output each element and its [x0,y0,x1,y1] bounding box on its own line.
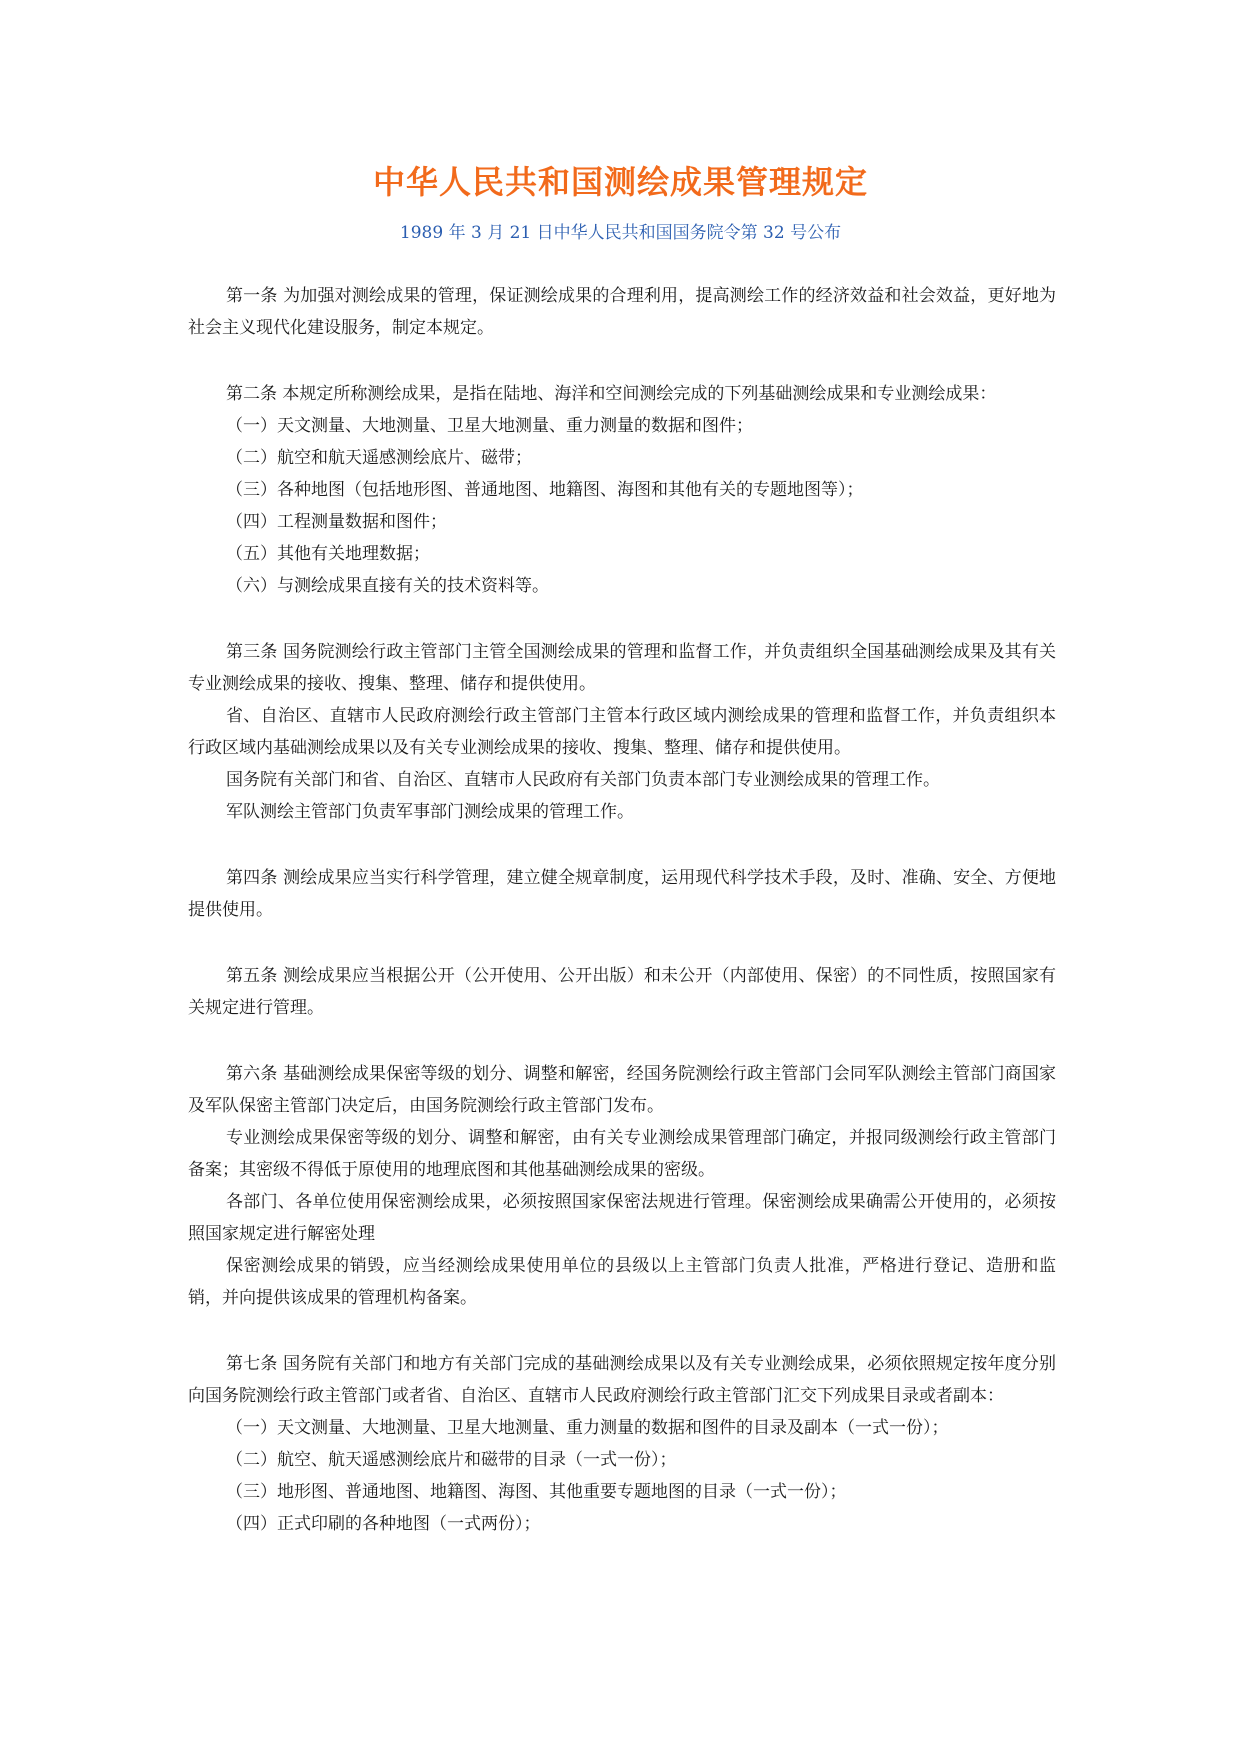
list-item: （三）各种地图（包括地形图、普通地图、地籍图、海图和其他有关的专题地图等）； [226,480,864,500]
paragraph: 第五条 测绘成果应当根据公开（公开使用、公开出版）和未公开（内部使用、保密）的不同性质，按照国家有关规定进行管理。 [188,966,1056,1018]
page-title: 中华人民共和国测绘成果管理规定 [372,163,868,201]
article-4 [188,862,1056,926]
paragraph: 第七条 国务院有关部门和地方有关部门完成的基础测绘成果以及有关专业测绘成果，必须依照规定按年度分别向国务院测绘行政主管部门或者省、自治区、直辖市人民政府测绘行政主管部门汇交下列成果目录或者副本： [188,1354,1056,1406]
article-2 [188,378,1056,602]
paragraph: 省、自治区、直辖市人民政府测绘行政主管部门主管本行政区域内测绘成果的管理和监督工作，并负责组织本行政区域内基础测绘成果以及有关专业测绘成果的接收、搜集、整理、储存和提供使用。 [188,706,1056,758]
article-5 [188,960,1056,1024]
list-item: （四）正式印刷的各种地图（一式两份）； [226,1514,541,1534]
list-item: （五）其他有关地理数据； [226,544,430,564]
list-item: （六）与测绘成果直接有关的技术资料等。 [226,576,549,596]
paragraph: 各部门、各单位使用保密测绘成果，必须按照国家保密法规进行管理。保密测绘成果确需公开使用的，必须按照国家规定进行解密处理 [188,1192,1056,1244]
paragraph: 第一条 为加强对测绘成果的管理，保证测绘成果的合理利用，提高测绘工作的经济效益和社会效益，更好地为社会主义现代化建设服务，制定本规定。 [188,286,1056,338]
list-item: （二）航空和航天遥感测绘底片、磁带； [226,448,532,468]
paragraph: 专业测绘成果保密等级的划分、调整和解密，由有关专业测绘成果管理部门确定，并报同级测绘行政主管部门备案；其密级不得低于原使用的地理底图和其他基础测绘成果的密级。 [188,1128,1056,1180]
paragraph: 国务院有关部门和省、自治区、直辖市人民政府有关部门负责本部门专业测绘成果的管理工作。 [226,770,940,790]
article-7 [188,1348,1056,1540]
paragraph: 第三条 国务院测绘行政主管部门主管全国测绘成果的管理和监督工作，并负责组织全国基础测绘成果及其有关专业测绘成果的接收、搜集、整理、储存和提供使用。 [188,642,1056,694]
list-item: （三）地形图、普通地图、地籍图、海图、其他重要专题地图的目录（一式一份）； [226,1482,847,1502]
paragraph: 第四条 测绘成果应当实行科学管理，建立健全规章制度，运用现代科学技术手段，及时、准确、安全、方便地提供使用。 [188,868,1056,920]
list-item: （二）航空、航天遥感测绘底片和磁带的目录（一式一份）； [226,1450,677,1470]
list-item: （四）工程测量数据和图件； [226,512,447,532]
paragraph: 保密测绘成果的销毁，应当经测绘成果使用单位的县级以上主管部门负责人批准，严格进行登记、造册和监销，并向提供该成果的管理机构备案。 [188,1256,1056,1308]
article-6 [188,1058,1056,1314]
paragraph: 第六条 基础测绘成果保密等级的划分、调整和解密，经国务院测绘行政主管部门会同军队测绘主管部门商国家及军队保密主管部门决定后，由国务院测绘行政主管部门发布。 [188,1064,1056,1116]
list-item: （一）天文测量、大地测量、卫星大地测量、重力测量的数据和图件的目录及副本（一式一份）； [226,1418,949,1438]
list-item: （一）天文测量、大地测量、卫星大地测量、重力测量的数据和图件； [226,416,753,436]
document-body [188,280,1056,1574]
page-subtitle: 1989 年 3 月 21 日中华人民共和国国务院令第 32 号公布 [399,223,842,243]
article-1 [188,280,1056,344]
paragraph: 军队测绘主管部门负责军事部门测绘成果的管理工作。 [226,802,634,822]
paragraph: 第二条 本规定所称测绘成果，是指在陆地、海洋和空间测绘完成的下列基础测绘成果和专业测绘成果： [226,384,997,404]
article-3 [188,636,1056,828]
